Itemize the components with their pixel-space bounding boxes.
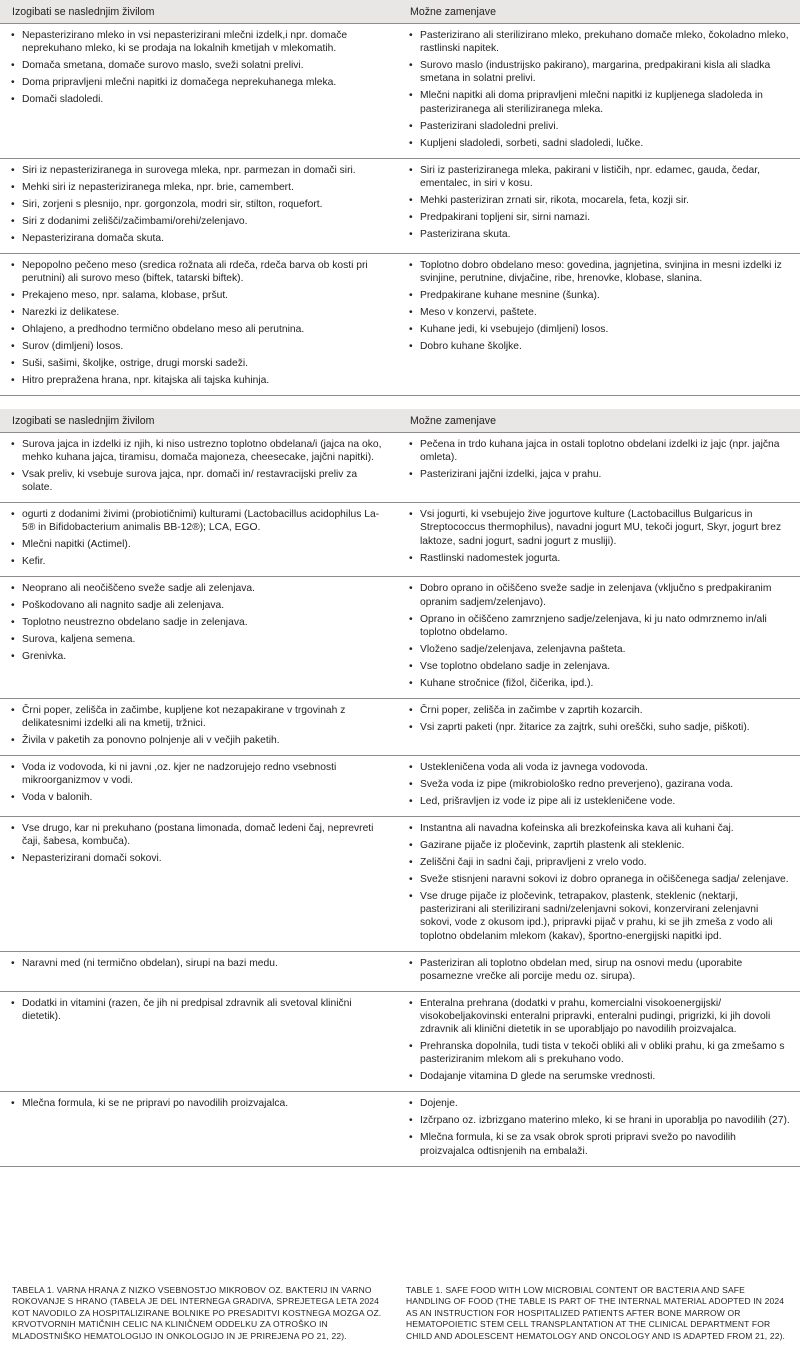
list-item: • Mlečna formula, ki se ne pripravi po navodilih proizvajalca. xyxy=(4,1097,390,1110)
list-item: • Mehki siri iz nepasteriziranega mleka, npr. brie, camembert. xyxy=(4,181,390,194)
avoid-foods-cell xyxy=(0,432,398,502)
list-item: • Doma pripravljeni mlečni napitki iz domačega neprekuhanega mleka. xyxy=(4,76,390,89)
list-item: • Ohlajeno, a predhodno termično obdelano meso ali perutnina. xyxy=(4,323,390,336)
avoid-foods-list xyxy=(4,29,390,106)
list-item: • Siri z dodanimi zelišči/začimbami/orehi/zelenjavo. xyxy=(4,215,390,228)
avoid-foods-cell xyxy=(0,253,398,395)
list-item: • Poškodovano ali nagnito sadje ali zelenjava. xyxy=(4,599,390,612)
avoid-foods-list xyxy=(4,997,390,1023)
list-item: • Ustekleničena voda ali voda iz javnega vodovoda. xyxy=(402,761,792,774)
table-body xyxy=(0,432,800,1166)
table-row xyxy=(0,577,800,698)
alternatives-cell xyxy=(398,1092,800,1166)
avoid-foods-cell xyxy=(0,577,398,698)
list-item: • Vse druge pijače iz pločevink, tetrapakov, plastenk, steklenic (nektarji, pasterizirani ali sterilizirani sadni/zelenjavni sokovi, konzervirani zelenjavni sokovi, vode z okusom ipd.), pripravki pijač v prahu, ki se jih zmeša z vodo ali toplotno obdelanim mlekom (kakav), športno-energijski napitki ipd. xyxy=(402,890,792,943)
avoid-foods-cell xyxy=(0,756,398,817)
list-item: • Črni poper, zelišča in začimbe, kupljene kot nezapakirane v trgovinah z delikatesnimi izdelki ali na kmetij, tržnici. xyxy=(4,704,390,730)
table-row xyxy=(0,432,800,502)
avoid-foods-list xyxy=(4,259,390,387)
alternatives-cell xyxy=(398,756,800,817)
list-item: • Mehki pasteriziran zrnati sir, rikota, mocarela, feta, kozji sir. xyxy=(402,194,792,207)
list-item: • Dobro oprano in očiščeno sveže sadje in zelenjava (vključno s predpakiranim opranim sadjem/zelenjavo). xyxy=(402,582,792,608)
list-item: • Vsi zaprti paketi (npr. žitarice za zajtrk, suhi oreščki, suho sadje, piškoti). xyxy=(402,721,792,734)
list-item: • Predpakirane kuhane mesnine (šunka). xyxy=(402,289,792,302)
header-avoid-foods: Izogibati se naslednjim živilom xyxy=(0,409,398,433)
list-item: • Siri iz nepasteriziranega in surovega mleka, npr. parmezan in domači siri. xyxy=(4,164,390,177)
list-item: • Siri iz pasteriziranega mleka, pakirani v lističih, npr. edamec, gauda, čedar, ementalec, in siri v kosu. xyxy=(402,164,792,190)
table-row xyxy=(0,756,800,817)
list-item: • Živila v paketih za ponovno polnjenje ali v večjih paketih. xyxy=(4,734,390,747)
list-item: • Kuhane stročnice (fižol, čičerika, ipd.). xyxy=(402,677,792,690)
avoid-foods-list xyxy=(4,164,390,245)
list-item: • Domači sladoledi. xyxy=(4,93,390,106)
alternatives-list xyxy=(402,438,792,481)
list-item: • Kupljeni sladoledi, sorbeti, sadni sladoledi, lučke. xyxy=(402,137,792,150)
table-gap xyxy=(0,396,800,409)
list-item: • Meso v konzervi, paštete. xyxy=(402,306,792,319)
alternatives-list xyxy=(402,508,792,565)
list-item: • Voda iz vodovoda, ki ni javni ,oz. kjer ne nadzorujejo redno vsebnosti mikroorganizmov v vodi. xyxy=(4,761,390,787)
alternatives-list xyxy=(402,761,792,808)
avoid-foods-cell xyxy=(0,991,398,1092)
list-item: • Izčrpano oz. izbrizgano materino mleko, ki se hrani in uporablja po navodilih (27). xyxy=(402,1114,792,1127)
list-item: • Sveže stisnjeni naravni sokovi iz dobro opranega in očiščenega sadja/ zelenjave. xyxy=(402,873,792,886)
caption-english: TABLE 1. SAFE FOOD WITH LOW MICROBIAL CONTENT OR BACTERIA AND SAFE HANDLING OF FOOD (THE TABLE IS PART OF THE INTERNAL MATERIAL ADOPTED IN 2024 AS AN INSTRUCTION FOR HOSPITALIZED PATIENTS AFTER BONE MARROW OR HEMATOPOIETIC STEM CELL TRANSPLANTATION AT THE CLINICAL DEPARTMENT FOR CHILD AND ADOLESCENT HEMATOLOGY AND ONCOLOGY AND IS ADAPTED FROM 21, 22). xyxy=(406,1285,786,1341)
list-item: • Pasterizirana skuta. xyxy=(402,228,792,241)
list-item: • Surovo maslo (industrijsko pakirano), margarina, predpakirani kisla ali sladka smetana in solatni prelivi. xyxy=(402,59,792,85)
list-item: • Enteralna prehrana (dodatki v prahu, komercialni visokoenergijski/ visokobeljakovinski enteralni pripravki, enteralni pudingi, prigrizki, ki jih dovoli zdravnik ali klinični dietetik in se uporabljajo po navodilih proizvajalca. xyxy=(402,997,792,1037)
avoid-foods-cell xyxy=(0,503,398,577)
avoid-foods-list xyxy=(4,957,390,970)
list-item: • Sveža voda iz pipe (mikrobiološko redno preverjeno), gazirana voda. xyxy=(402,778,792,791)
avoid-foods-list xyxy=(4,1097,390,1110)
alternatives-cell xyxy=(398,951,800,991)
list-item: • Črni poper, zelišča in začimbe v zaprtih kozarcih. xyxy=(402,704,792,717)
list-item: • Vse toplotno obdelano sadje in zelenjava. xyxy=(402,660,792,673)
list-item: • Vloženo sadje/zelenjava, zelenjavna pašteta. xyxy=(402,643,792,656)
table-row xyxy=(0,991,800,1092)
alternatives-list xyxy=(402,29,792,150)
list-item: • Instantna ali navadna kofeinska ali brezkofeinska kava ali kuhani čaj. xyxy=(402,822,792,835)
list-item: • Pasteriziran ali toplotno obdelan med, sirup na osnovi medu (uporabite posamezne vrečke ali porcije medu oz. sirupa). xyxy=(402,957,792,983)
avoid-foods-cell xyxy=(0,1092,398,1166)
alternatives-list xyxy=(402,1097,792,1157)
list-item: • Pasterizirani jajčni izdelki, jajca v prahu. xyxy=(402,468,792,481)
list-item: • Naravni med (ni termično obdelan), sirupi na bazi medu. xyxy=(4,957,390,970)
header-alternatives: Možne zamenjave xyxy=(398,0,800,24)
list-item: • Surov (dimljeni) losos. xyxy=(4,340,390,353)
list-item: • Gazirane pijače iz pločevink, zaprtih plastenk ali steklenic. xyxy=(402,839,792,852)
alternatives-list xyxy=(402,822,792,943)
list-item: • Oprano in očiščeno zamrznjeno sadje/zelenjava, ki ju nato odmrznemo in/ali toplotno obdelamo. xyxy=(402,613,792,639)
header-alternatives: Možne zamenjave xyxy=(398,409,800,433)
table-captions xyxy=(12,1285,788,1342)
table-row xyxy=(0,817,800,952)
alternatives-list xyxy=(402,957,792,983)
list-item: • Mlečni napitki ali doma pripravljeni mlečni napitki iz kupljenega sladoleda in pasteriziranega ali steriliziranega mleka. xyxy=(402,89,792,115)
list-item: • ogurti z dodanimi živimi (probiotičnimi) kulturami (Lactobacillus acidophilus La-5® in Bifidobacterium animalis BB-12®); LCA, EGO. xyxy=(4,508,390,534)
food-table-1 xyxy=(0,0,800,396)
avoid-foods-cell xyxy=(0,24,398,159)
list-item: • Kefir. xyxy=(4,555,390,568)
avoid-foods-list xyxy=(4,438,390,495)
caption-slovenian: TABELA 1. VARNA HRANA Z NIZKO VSEBNOSTJO MIKROBOV OZ. BAKTERIJ IN VARNO ROKOVANJE S HRANO (TABELA JE DEL INTERNEGA GRADIVA, SPREJETEGA LETA 2024 KOT NAVODILO ZA HOSPITALIZIRANE BOLNIKE PO PRESADITVI KOSTNEGA MOZGA OZ. KRVOTVORNIH MATIČNIH CELIC NA KLINIČNEM ODDELKU ZA OTROŠKO IN MLADOSTNIŠKO HEMATOLOGIJO IN ONKOLOGIJO IN JE PRIREJENA PO 21, 22). xyxy=(12,1285,382,1341)
avoid-foods-cell xyxy=(0,951,398,991)
alternatives-cell xyxy=(398,24,800,159)
list-item: • Nepasterizirana domača skuta. xyxy=(4,232,390,245)
header-avoid-foods: Izogibati se naslednjim živilom xyxy=(0,0,398,24)
list-item: • Toplotno neustrezno obdelano sadje in zelenjava. xyxy=(4,616,390,629)
avoid-foods-cell xyxy=(0,158,398,253)
alternatives-list xyxy=(402,259,792,353)
list-item: • Predpakirani topljeni sir, sirni namazi. xyxy=(402,211,792,224)
list-item: • Surova jajca in izdelki iz njih, ki niso ustrezno toplotno obdelana/i (jajca na oko, mehko kuhana jajca, tiramisu, domača majoneza, cheesecake, jajčni napitki). xyxy=(4,438,390,464)
alternatives-cell xyxy=(398,577,800,698)
avoid-foods-cell xyxy=(0,817,398,952)
list-item: • Neoprano ali neočiščeno sveže sadje ali zelenjava. xyxy=(4,582,390,595)
list-item: • Hitro prepražena hrana, npr. kitajska ali tajska kuhinja. xyxy=(4,374,390,387)
alternatives-cell xyxy=(398,253,800,395)
alternatives-cell xyxy=(398,503,800,577)
table-row xyxy=(0,951,800,991)
alternatives-cell xyxy=(398,432,800,502)
table-header-row xyxy=(0,0,800,24)
alternatives-cell xyxy=(398,991,800,1092)
list-item: • Nepasterizirani domači sokovi. xyxy=(4,852,390,865)
list-item: • Pečena in trdo kuhana jajca in ostali toplotno obdelani izdelki iz jajc (npr. jajčna omleta). xyxy=(402,438,792,464)
table-body xyxy=(0,24,800,396)
avoid-foods-list xyxy=(4,508,390,568)
alternatives-cell xyxy=(398,817,800,952)
list-item: • Prekajeno meso, npr. salama, klobase, pršut. xyxy=(4,289,390,302)
list-item: • Dobro kuhane školjke. xyxy=(402,340,792,353)
list-item: • Toplotno dobro obdelano meso: govedina, jagnjetina, svinjina in mesni izdelki iz svinjine, perutnine, divjačine, ribe, hrenovke, klobase, slanina. xyxy=(402,259,792,285)
alternatives-list xyxy=(402,582,792,690)
list-item: • Vse drugo, kar ni prekuhano (postana limonada, domač ledeni čaj, neprevreti čaji, šabesa, kombuča). xyxy=(4,822,390,848)
list-item: • Narezki iz delikatese. xyxy=(4,306,390,319)
avoid-foods-list xyxy=(4,582,390,663)
table-row xyxy=(0,158,800,253)
food-table-2 xyxy=(0,409,800,1167)
table-header-row xyxy=(0,409,800,433)
list-item: • Siri, zorjeni s plesnijo, npr. gorgonzola, modri sir, stilton, roquefort. xyxy=(4,198,390,211)
list-item: • Vsak preliv, ki vsebuje surova jajca, npr. domači in/ restavracijski preliv za solate. xyxy=(4,468,390,494)
list-item: • Kuhane jedi, ki vsebujejo (dimljeni) losos. xyxy=(402,323,792,336)
table-row xyxy=(0,698,800,755)
list-item: • Vsi jogurti, ki vsebujejo žive jogurtove kulture (Lactobacillus Bulgaricus in Streptococcus thermophilus), navadni jogurt MU, tekoči jogurt, Skyr, jogurt brez laktoze, sadni jogurt, sadni jogurt z musliji). xyxy=(402,508,792,548)
list-item: • Nepopolno pečeno meso (sredica rožnata ali rdeča, rdeča barva ob kosti pri perutnini) ali surovo meso (biftek, tatarski biftek). xyxy=(4,259,390,285)
avoid-foods-list xyxy=(4,822,390,865)
list-item: • Suši, sašimi, školjke, ostrige, drugi morski sadeži. xyxy=(4,357,390,370)
list-item: • Nepasterizirano mleko in vsi nepasterizirani mlečni izdelk,i npr. domače neprekuhano mleko, ki se prodaja na lokalnih kmetijah v mlekomatih. xyxy=(4,29,390,55)
list-item: • Dojenje. xyxy=(402,1097,792,1110)
table-row xyxy=(0,24,800,159)
list-item: • Mlečna formula, ki se za vsak obrok sproti pripravi svežo po navodilih proizvajalca odtisnjenih na embalaži. xyxy=(402,1131,792,1157)
list-item: • Dodajanje vitamina D glede na serumske vrednosti. xyxy=(402,1070,792,1083)
alternatives-list xyxy=(402,997,792,1084)
table-row xyxy=(0,503,800,577)
avoid-foods-list xyxy=(4,704,390,747)
list-item: • Domača smetana, domače surovo maslo, sveži solatni prelivi. xyxy=(4,59,390,72)
list-item: • Grenivka. xyxy=(4,650,390,663)
avoid-foods-cell xyxy=(0,698,398,755)
alternatives-cell xyxy=(398,698,800,755)
list-item: • Mlečni napitki (Actimel). xyxy=(4,538,390,551)
list-item: • Pasterizirani sladoledni prelivi. xyxy=(402,120,792,133)
avoid-foods-list xyxy=(4,761,390,804)
list-item: • Led, prišravljen iz vode iz pipe ali iz ustekleničene vode. xyxy=(402,795,792,808)
table-row xyxy=(0,1092,800,1166)
list-item: • Surova, kaljena semena. xyxy=(4,633,390,646)
list-item: • Rastlinski nadomestek jogurta. xyxy=(402,552,792,565)
table-row xyxy=(0,253,800,395)
list-item: • Voda v balonih. xyxy=(4,791,390,804)
list-item: • Zeliščni čaji in sadni čaji, pripravljeni z vrelo vodo. xyxy=(402,856,792,869)
list-item: • Prehranska dopolnila, tudi tista v tekoči obliki ali v obliki prahu, ki ga zmešamo s pasteriziranim mlekom ali s prekuhano vodo. xyxy=(402,1040,792,1066)
alternatives-list xyxy=(402,704,792,734)
list-item: • Pasterizirano ali sterilizirano mleko, prekuhano domače mleko, čokoladno mleko, rastlinski napitek. xyxy=(402,29,792,55)
alternatives-list xyxy=(402,164,792,241)
alternatives-cell xyxy=(398,158,800,253)
list-item: • Dodatki in vitamini (razen, če jih ni predpisal zdravnik ali svetoval klinični dietetik). xyxy=(4,997,390,1023)
